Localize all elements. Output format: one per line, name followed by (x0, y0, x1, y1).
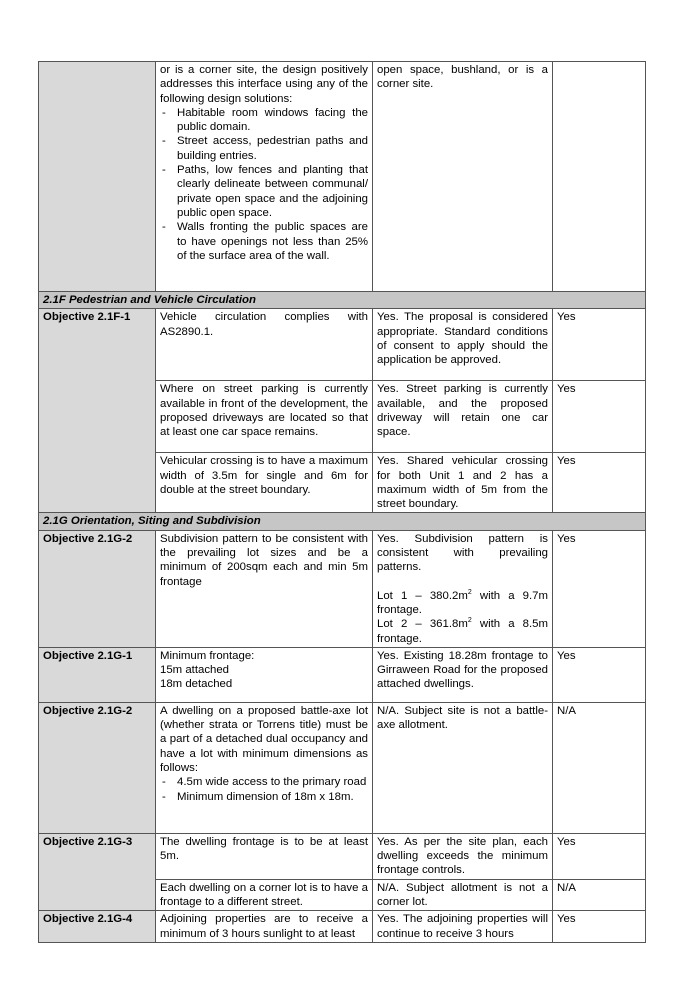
comment-cell: N/A. Subject site is not a battle-axe allotment. (373, 702, 553, 833)
lot-1-text: Lot $1 - 380.2m^2$ with a 9.7m frontage. (377, 588, 548, 616)
objective-cell: Objective 2.1G-3 (39, 833, 156, 910)
objective-cell: Objective 2.1G-2 (39, 530, 156, 647)
objective-cell: Objective 2.1G-1 (39, 647, 156, 702)
requirement-cell: Vehicular crossing is to have a maximum width of 3.5m for single and 6m for double at the street boundary. (156, 453, 373, 513)
objective-cell (39, 62, 156, 292)
requirement-cell: Subdivision pattern to be consistent with the prevailing lot sizes and be a minimum of 200sqm each and min 5m frontage (156, 530, 373, 647)
status-cell: Yes (553, 647, 646, 702)
requirement-list (160, 775, 368, 804)
section-heading-row (39, 513, 646, 530)
requirement-cell: Vehicle circulation complies with AS2890.1. (156, 309, 373, 381)
comment-cell: Yes. The adjoining properties will continue to receive 3 hours (373, 911, 553, 943)
status-cell: N/A (553, 702, 646, 833)
list-item: - Walls fronting the public spaces are to have openings not less than 25% of the surface area of the wall. (160, 220, 368, 263)
requirement-cell: The dwelling frontage is to be at least 5m. (156, 833, 373, 879)
requirement-line: Minimum frontage: (160, 649, 255, 662)
comment-cell: Yes. As per the site plan, each dwelling exceeds the minimum frontage controls. (373, 833, 553, 879)
list-item: - Street access, pedestrian paths and building entries. (160, 134, 368, 163)
objective-cell: Objective 2.1F-1 (39, 309, 156, 513)
section-title: 2.1G Orientation, Siting and Subdivision (39, 513, 646, 530)
list-item: - Minimum dimension of 18m x 18m. (160, 790, 368, 804)
comment-text: Yes. Subdivision pattern is consistent with prevailing patterns. (377, 532, 548, 574)
table-row (39, 647, 646, 702)
requirement-cell (156, 702, 373, 833)
comment-cell: N/A. Subject allotment is not a corner lot. (373, 879, 553, 911)
status-cell: N/A (553, 879, 646, 911)
list-item: - 4.5m wide access to the primary road (160, 775, 368, 789)
lot-2-text: Lot $2 - 361.8m^2$ with a 8.5m frontage. (377, 617, 548, 645)
section-title: 2.1F Pedestrian and Vehicle Circulation (39, 292, 646, 309)
table-row (39, 530, 646, 647)
comment-cell: Yes. The proposal is considered appropriate. Standard conditions of consent to apply should the application be approved. (373, 309, 553, 381)
status-cell: Yes (553, 911, 646, 943)
objective-cell: Objective 2.1G-2 (39, 702, 156, 833)
status-cell: Yes (553, 381, 646, 453)
requirement-cell (156, 647, 373, 702)
requirement-text: or is a corner site, the design positively addresses this interface using any of the following design solutions: (160, 64, 368, 105)
requirement-line: 18m detached (160, 678, 233, 691)
requirement-cell: Adjoining properties are to receive a minimum of 3 hours sunlight to at least (156, 911, 373, 943)
table-row (39, 911, 646, 943)
status-cell (553, 62, 646, 292)
comment-cell: Yes. Shared vehicular crossing for both Unit 1 and 2 has a maximum width of 5m from the street boundary. (373, 453, 553, 513)
status-cell: Yes (553, 309, 646, 381)
comment-cell: Yes. Existing 18.28m frontage to Girraween Road for the proposed attached dwellings. (373, 647, 553, 702)
requirement-cell: Each dwelling on a corner lot is to have a frontage to a different street. (156, 879, 373, 911)
status-cell: Yes (553, 453, 646, 513)
requirement-list (160, 106, 368, 263)
section-heading-row (39, 292, 646, 309)
list-item: - Paths, low fences and planting that clearly delineate between communal/ private open space and the adjoining public open space. (160, 163, 368, 220)
comment-cell (373, 62, 553, 292)
requirement-cell (156, 62, 373, 292)
table-row (39, 309, 646, 381)
comment-cell: Yes. Street parking is currently available, and the proposed driveway will retain one car space. (373, 381, 553, 453)
status-cell: Yes (553, 833, 646, 879)
table-row (39, 833, 646, 879)
objective-cell: Objective 2.1G-4 (39, 911, 156, 943)
table-row (39, 62, 646, 292)
comment-cell (373, 530, 553, 647)
status-cell: Yes (553, 530, 646, 647)
list-item: - Habitable room windows facing the public domain. (160, 106, 368, 135)
requirement-cell: Where on street parking is currently available in front of the development, the proposed driveways are located so that at least one car space remains. (156, 381, 373, 453)
requirement-text: A dwelling on a proposed battle-axe lot (whether strata or Torrens title) must be a part of a detached dual occupancy and have a lot with minimum dimensions as follows: (160, 704, 368, 775)
comment-text: open space, bushland, or is a corner site. (377, 64, 548, 91)
table-row (39, 702, 646, 833)
requirement-line: 15m attached (160, 664, 230, 677)
compliance-table (38, 61, 646, 943)
